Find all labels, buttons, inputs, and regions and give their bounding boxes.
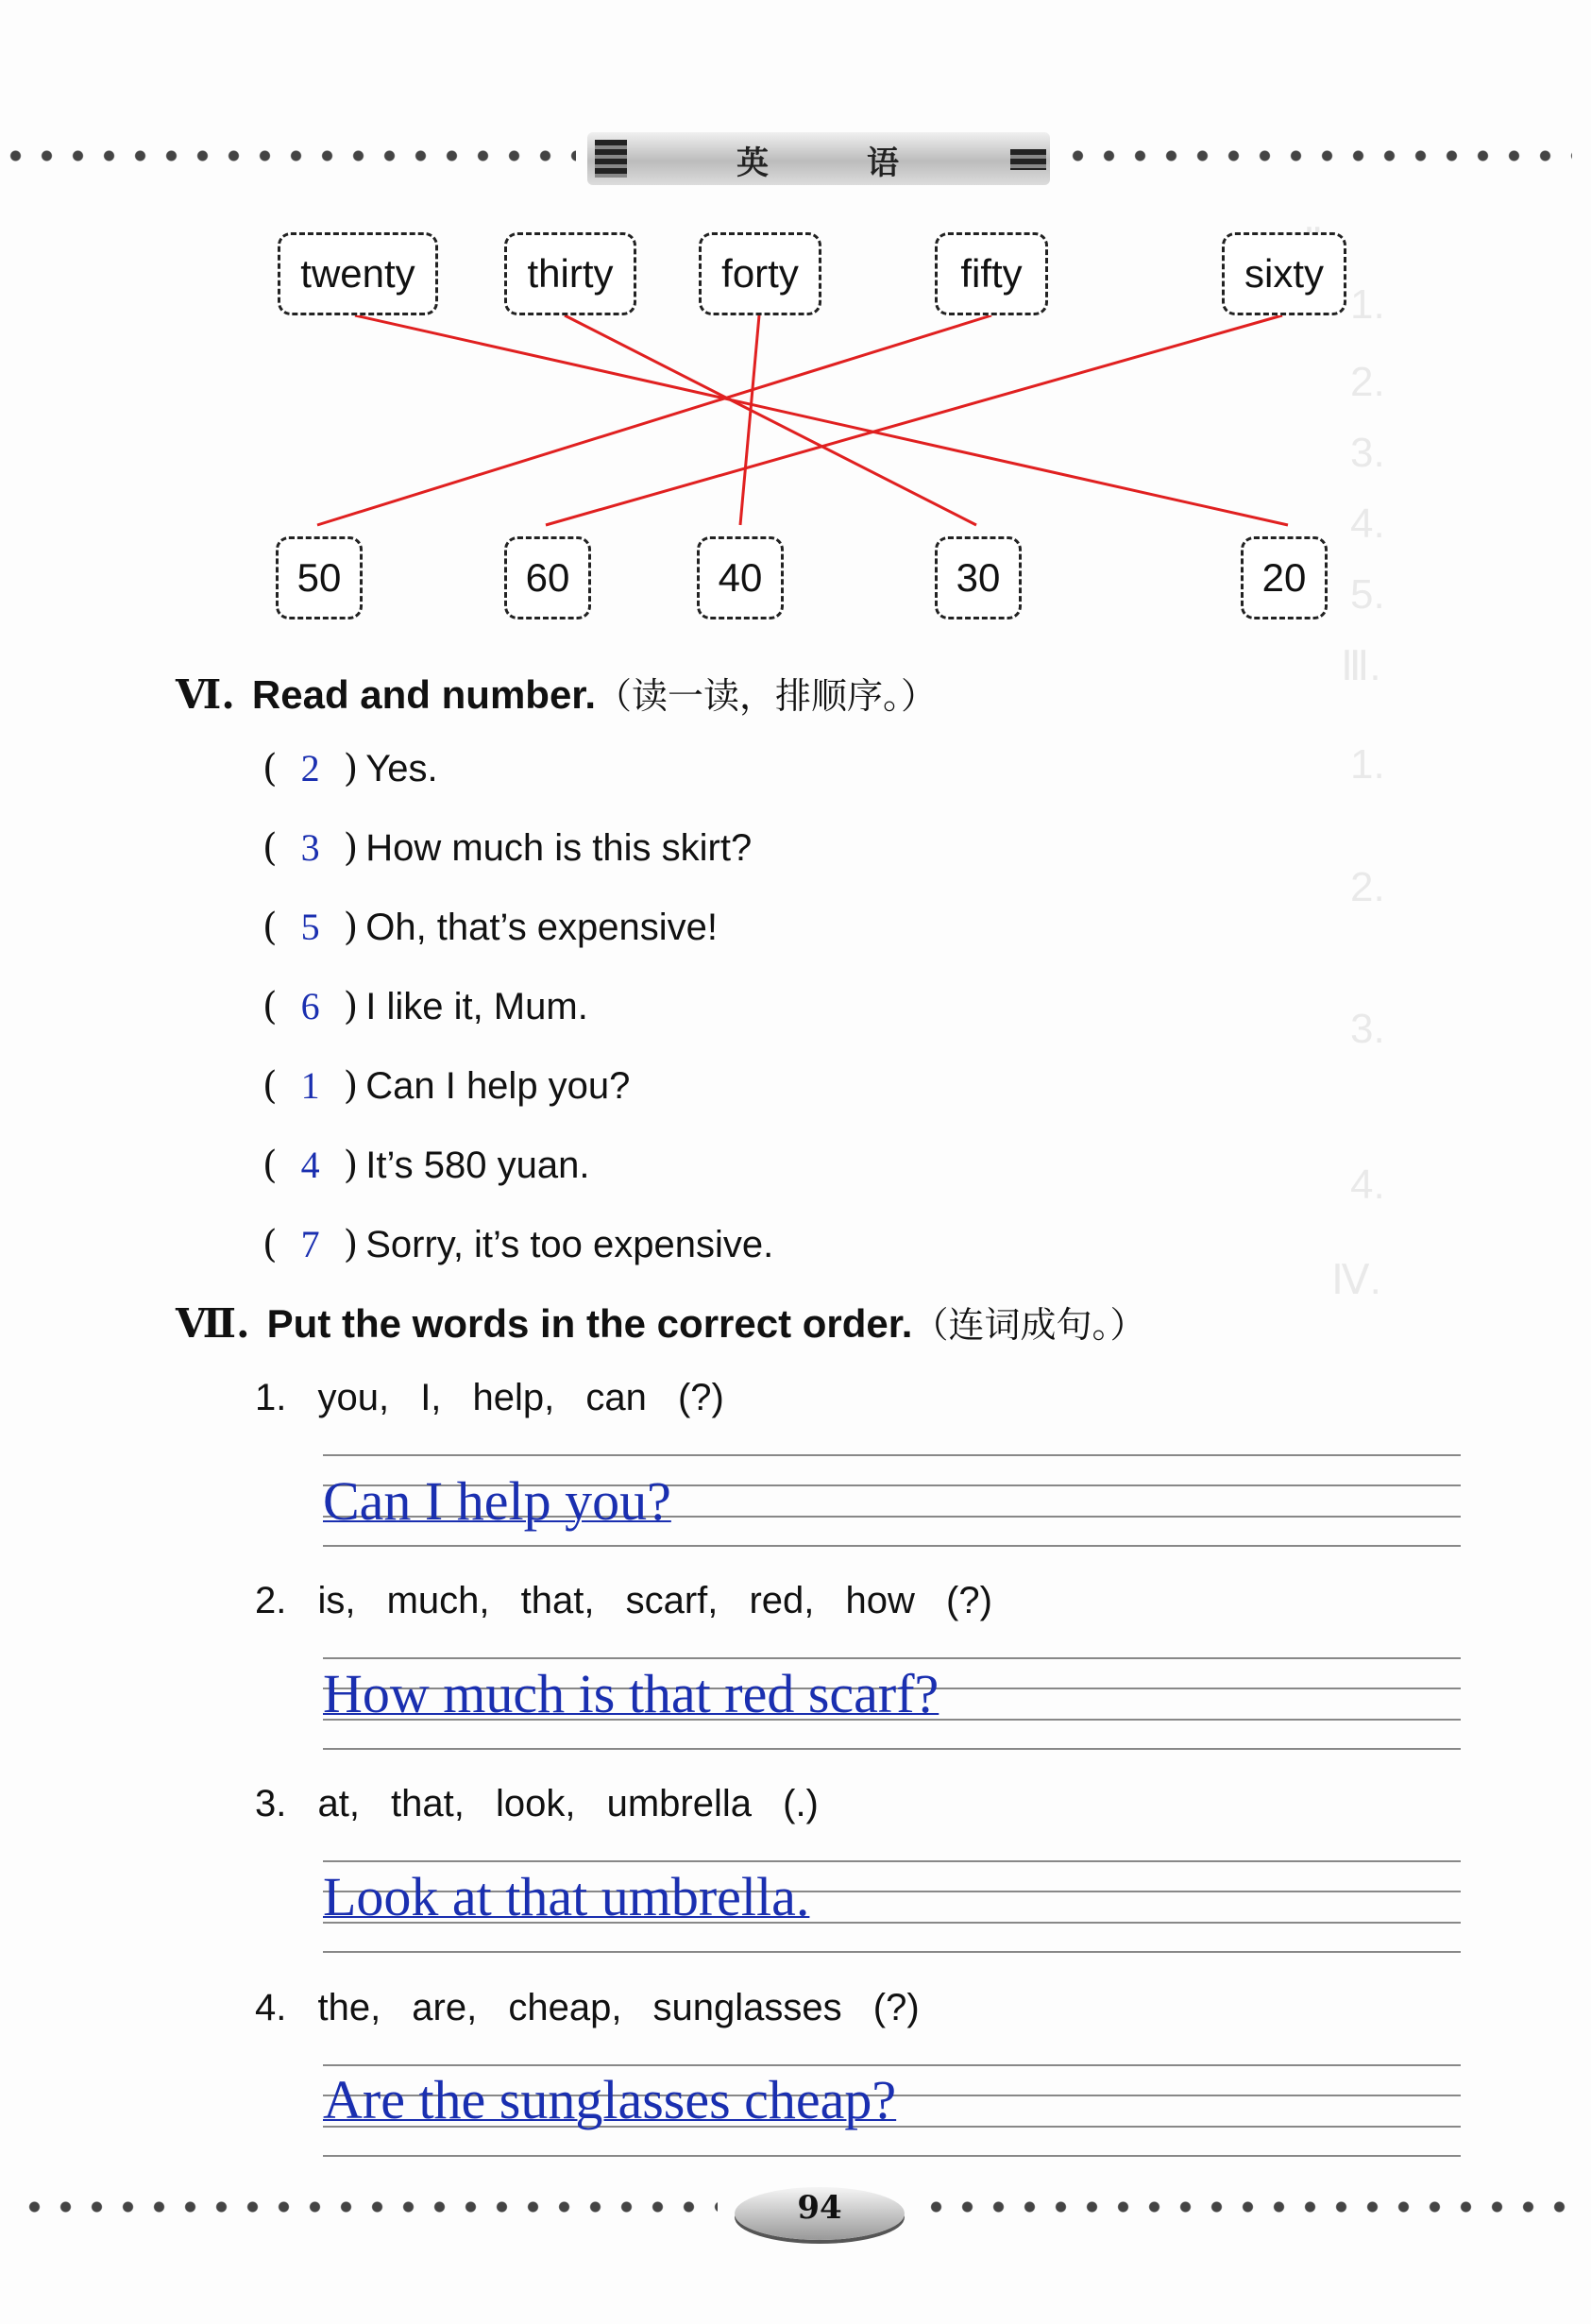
word-box-sixty: sixty xyxy=(1222,232,1346,315)
writing-line xyxy=(323,1860,1461,1862)
order-row: ( 3 ) How much is this skirt? xyxy=(262,826,753,870)
order-row: ( 4 ) It’s 580 yuan. xyxy=(262,1144,590,1187)
number-box-20: 20 xyxy=(1241,536,1328,619)
answer-sentence-1: Can I help you? xyxy=(323,1470,671,1532)
order-row: ( 1 ) Can I help you? xyxy=(262,1064,631,1108)
header-subject-1: 英 xyxy=(736,144,769,182)
section-6-title: Ⅵ. Read and number.（读一读，排顺序。） xyxy=(176,671,938,718)
number-box-60: 60 xyxy=(504,536,591,619)
word-box-fifty: fifty xyxy=(935,232,1048,315)
sentence-prompt-3: 3. at, that, look, umbrella (.) xyxy=(255,1783,819,1824)
sentence-prompt-4: 4. the, are, cheap, sunglasses (?) xyxy=(255,1987,920,2028)
order-row: ( 2 ) Yes. xyxy=(262,747,438,790)
bottom-dot-rule-right xyxy=(921,2200,1572,2214)
order-row: ( 6 ) I like it, Mum. xyxy=(262,985,588,1028)
word-box-thirty: thirty xyxy=(504,232,636,315)
sentence-prompt-1: 1. you, I, help, can (?) xyxy=(255,1377,724,1418)
header-subject-2: 语 xyxy=(867,144,899,182)
number-box-40: 40 xyxy=(697,536,784,619)
writing-line xyxy=(323,1454,1461,1456)
number-box-50: 50 xyxy=(276,536,363,619)
writing-line xyxy=(323,1545,1461,1547)
match-line-twenty-20 xyxy=(355,315,1288,525)
word-box-twenty: twenty xyxy=(278,232,438,315)
writing-line xyxy=(323,1951,1461,1953)
section-7-title: Ⅶ. Put the words in the correct order.（连词成句。） xyxy=(176,1300,1146,1347)
answer-sentence-2: How much is that red scarf? xyxy=(323,1663,939,1724)
answer-sentence-4: Are the sunglasses cheap? xyxy=(323,2069,897,2130)
matching-lines xyxy=(0,0,1591,661)
word-box-forty: forty xyxy=(699,232,821,315)
sentence-prompt-2: 2. is, much, that, scarf, red, how (?) xyxy=(255,1580,992,1621)
order-row: ( 7 ) Sorry, it’s too expensive. xyxy=(262,1223,774,1266)
writing-line xyxy=(323,2155,1461,2157)
answer-sentence-3: Look at that umbrella. xyxy=(323,1866,810,1927)
writing-line xyxy=(323,1748,1461,1750)
page-number: 94 xyxy=(797,2189,842,2227)
bottom-dot-rule-left xyxy=(19,2200,718,2214)
writing-line xyxy=(323,1657,1461,1659)
match-line-forty-40 xyxy=(740,315,759,525)
number-box-30: 30 xyxy=(935,536,1022,619)
writing-line xyxy=(323,2064,1461,2066)
order-row: ( 5 ) Oh, that’s expensive! xyxy=(262,906,719,949)
